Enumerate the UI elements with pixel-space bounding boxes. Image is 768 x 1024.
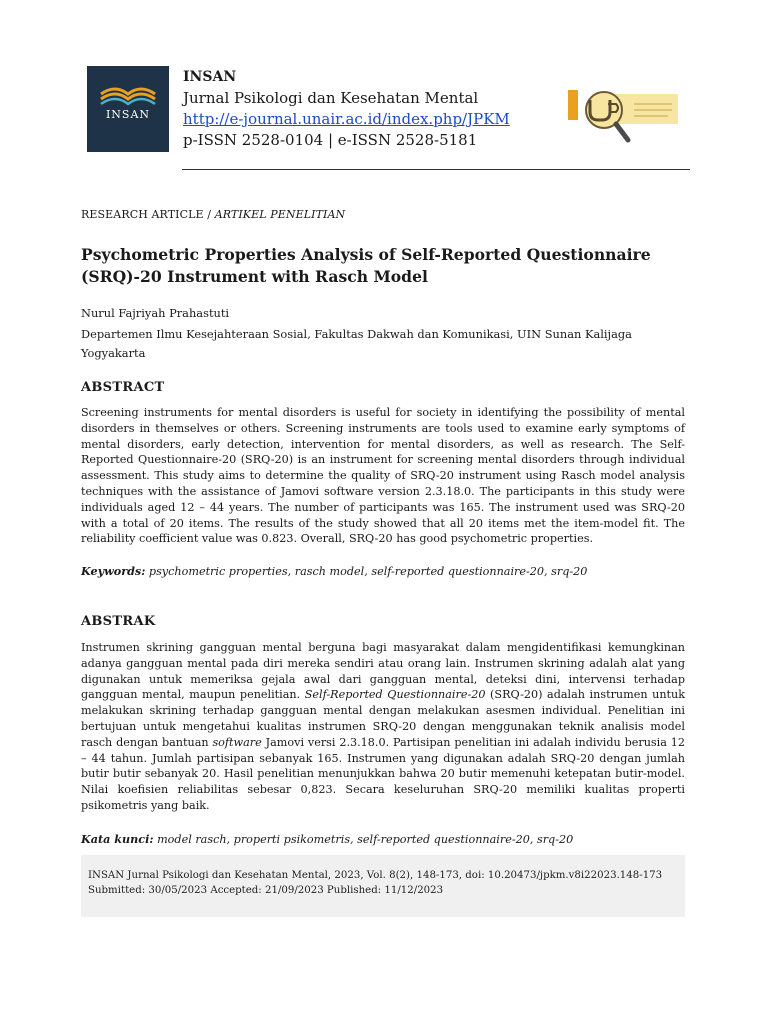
journal-info [183,67,510,151]
abstrak-heading: ABSTRAK [81,614,156,629]
citation-box [81,855,685,917]
article-title: Psychometric Properties Analysis of Self-Reported Questionnaire (SRQ)-20 Instrument with Rasch Model [81,245,651,286]
abstrak-text-part: Instrumen skrining gangguan mental berguna bagi masyarakat dalam mengidentifikasi kemungkinan adanya gangguan mental pada diri mereka sendiri atau orang lain. Instrumen skrining adalah alat yang digunakan untuk memeriksa gejala awal dari gangguan mental, deteksi dini, intervensi terhadap gangguan mental, maupun penelitian. [81,641,685,702]
article-type [81,208,345,221]
journal-url-link[interactable]: http://e-journal.unair.ac.id/index.php/JPKM [183,110,510,128]
kata-kunci [81,832,685,846]
kata-kunci-label: Kata kunci: [81,832,154,846]
abstract-text: Screening instruments for mental disorders is useful for society in identifying the possibility of mental disorders in themselves or others. Screening instruments are tools used to examine early symptoms of mental disorders, early detection, intervention for mental disorders, as well as research. The Self-Reported Questionnaire-20 (SRQ-20) is an instrument for screening mental disorders through individual assessment. This study aims to determine the quality of SRQ-20 instrument using Rasch model analysis techniques with the assistance of Jamovi software version 2.3.18.0. The participants in this study were individuals aged 12 – 44 years. The number of participants was 165. The instrument used was SRQ-20 with a total of 20 items. The results of the study showed that all 20 items met the item-model fit. The reliability coefficient value was 0.823. Overall, SRQ-20 has good psychometric properties. [81,406,685,546]
abstract-heading: ABSTRACT [81,380,165,395]
abstrak-italic-term: software [212,735,262,749]
kata-kunci-list: model rasch, properti psikometris, self-reported questionnaire-20, srq-20 [157,833,574,846]
keywords [81,564,685,578]
article-type-id: ARTIKEL PENELITIAN [214,208,346,221]
abstrak-text-part: Jamovi versi 2.3.18.0. Partisipan penelitian ini adalah individu berusia 12 – 44 tahun. Jumlah partisipan sebanyak 165. Instrumen yang digunakan adalah SRQ-20 dengan jumlah butir butir sebanyak 20. Hasil penelitian menunjukkan bahwa 20 butir memenuhi ketepatan butir-model. Nilai koefisien reliabilitas sebesar 0,823. Secara keseluruhan SRQ-20 memiliki kualitas properti psikometris yang baik. [81,735,685,812]
university-logo [568,80,680,152]
keywords-list: psychometric properties, rasch model, self-reported questionnaire-20, srq-20 [148,565,588,578]
abstrak-text [81,640,685,814]
publication-dates: Submitted: 30/05/2023 Accepted: 21/09/2023 Published: 11/12/2023 [88,885,444,896]
book-icon [87,70,169,110]
author-name: Nurul Fajriyah Prahastuti [81,306,230,320]
journal-short-name: INSAN [183,69,237,85]
journal-full-name: Jurnal Psikologi dan Kesehatan Mental [183,89,479,107]
citation-text: INSAN Jurnal Psikologi dan Kesehatan Mental, 2023, Vol. 8(2), 148-173, doi: 10.20473/jpkm.v8i22023.148-173 [88,870,663,881]
abstrak-italic-term: Self-Reported Questionnaire-20 [304,688,486,702]
journal-issn: p-ISSN 2528-0104 | e-ISSN 2528-5181 [183,131,478,149]
header-divider [182,169,690,170]
logo-text: INSAN [105,108,151,121]
magnifier-emblem-icon [568,80,680,152]
insan-logo [87,66,169,152]
author-affiliation: Departemen Ilmu Kesejahteraan Sosial, Fakultas Dakwah dan Komunikasi, UIN Sunan Kalijaga Yogyakarta [81,327,632,360]
article-type-en: RESEARCH ARTICLE / [81,208,215,221]
keywords-label: Keywords: [81,564,146,578]
abstrak-text-part: (SRQ-20) adalah instrumen untuk melakukan skrining terhadap gangguan mental dengan melakukan asesmen individual. Penelitian ini bertujuan untuk mengetahui kualitas instrumen SRQ-20 dengan menggunakan teknik analisis model rasch dengan bantuan [81,688,686,749]
